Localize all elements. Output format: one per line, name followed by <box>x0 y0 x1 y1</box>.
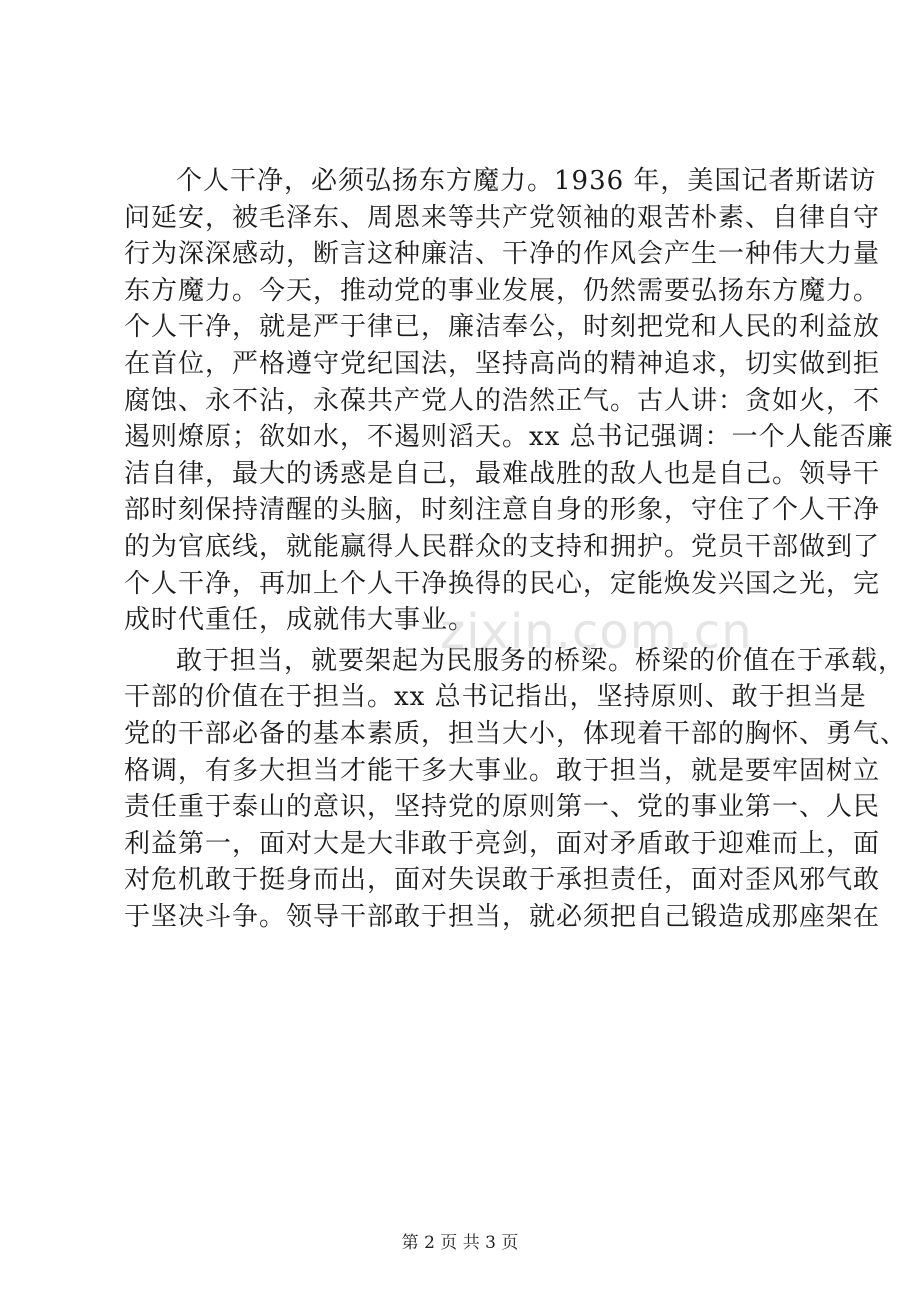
paragraph-line: 成时代重任，成就伟大事业。 <box>124 605 476 636</box>
paragraph-line: 遏则燎原；欲如水，不遏则滔天。xx 总书记强调：一个人能否廉 <box>124 422 894 453</box>
paragraph-line: 的为官底线，就能赢得人民群众的支持和拥护。党员干部做到了 <box>124 532 881 562</box>
paragraph-line: 对危机敢于挺身而出，面对失误敢于承担责任，面对歪风邪气敢 <box>124 865 881 896</box>
paragraph-line: 党的干部必备的基本素质，担当大小，体现着干部的胸怀、勇气、 <box>124 719 908 749</box>
paragraph-line: 格调，有多大担当才能干多大事业。敢于担当，就是要牢固树立 <box>124 755 881 786</box>
paragraph-line: 行为深深感动，断言这种廉洁、干净的作风会产生一种伟大力量 <box>124 239 881 270</box>
page-footer: 第 2 页 共 3 页 <box>401 1233 519 1253</box>
paragraph-line: 东方魔力。今天，推动党的事业发展，仍然需要弘扬东方魔力。 <box>124 275 881 306</box>
paragraph-line: 在首位，严格遵守党纪国法，坚持高尚的精神追求，切实做到拒 <box>124 349 881 379</box>
paragraph-line: 洁自律，最大的诱惑是自己，最难战胜的敌人也是自己。领导干 <box>124 458 881 489</box>
paragraph-line: 腐蚀、永不沾，永葆共产党人的浩然正气。古人讲：贪如火，不 <box>124 385 881 416</box>
paragraph-line: 个人干净，就是严于律已，廉洁奉公，时刻把党和人民的利益放 <box>124 312 881 343</box>
paragraph-line: 责任重于泰山的意识，坚持党的原则第一、党的事业第一、人民 <box>124 792 881 823</box>
paragraph-line: 部时刻保持清醒的头脑，时刻注意自身的形象，守住了个人干净 <box>124 495 881 526</box>
paragraph-line: 问延安，被毛泽东、周恩来等共产党领袖的艰苦朴素、自律自守 <box>124 202 881 233</box>
paragraph-first-line: 个人干净，必须弘扬东方魔力。1936 年，美国记者斯诺访 <box>176 166 877 196</box>
paragraph-line: 于坚决斗争。领导干部敢于担当，就必须把自己锻造成那座架在 <box>124 902 881 932</box>
paragraph-line: 利益第一，面对大是大非敢于亮剑，面对矛盾敢于迎难而上，面 <box>124 828 881 859</box>
paragraph-line: 个人干净，再加上个人干净换得的民心，定能焕发兴国之光，完 <box>124 568 881 599</box>
paragraph-first-line: 敢于担当，就要架起为民服务的桥梁。桥梁的价值在于承载， <box>176 645 906 676</box>
watermark: zixin.com.cn <box>440 604 753 660</box>
paragraph-line: 干部的价值在于担当。xx 总书记指出，坚持原则、敢于担当是 <box>124 682 867 713</box>
